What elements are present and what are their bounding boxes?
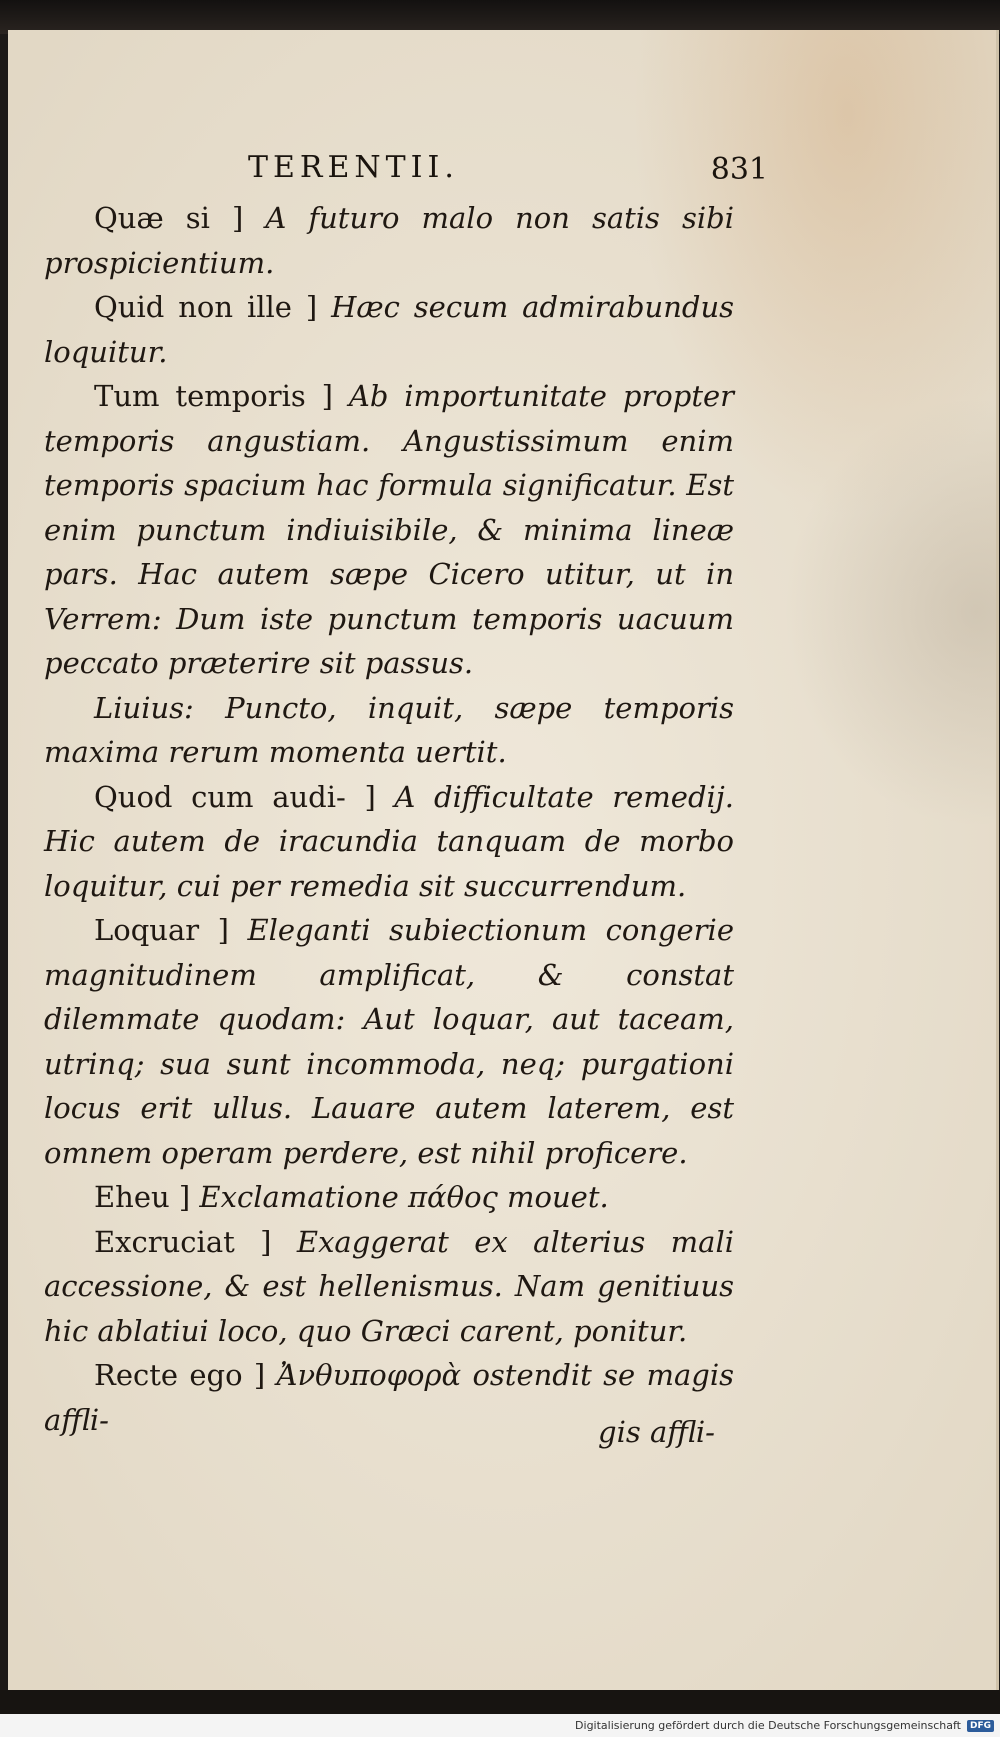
entry-gloss: A futuro malo non satis sibi prospicientium. (44, 201, 734, 280)
dfg-logo: DFG (967, 1720, 994, 1732)
scan-top-edge (0, 0, 1000, 34)
entry-lemma: Recte ego ] (94, 1358, 266, 1392)
entry-gloss: Liuius: Puncto, inquit, sæpe temporis maxima rerum momenta uertit. (44, 690, 734, 769)
commentary-entry (44, 374, 734, 686)
entry-gloss: Eleganti subiectionum congerie magnitudinem amplificat, & constat dilemmate quodam: Aut loquar, aut taceam, utrinq; sua sunt incommoda, neq; purgationi locus erit ullus. Lauare autem laterem, est omnem operam perdere, est nihil proficere. (44, 913, 734, 1170)
book-page (8, 30, 999, 1692)
entry-lemma: Eheu ] (94, 1180, 191, 1214)
page-header (248, 150, 768, 190)
running-head: TERENTII. (248, 150, 459, 185)
commentary-entry (44, 908, 734, 1175)
entry-gloss: A difficultate remedij. Hic autem de iracundia tanquam de morbo loquitur, cui per remedia sit succurrendum. (44, 779, 735, 903)
entry-gloss: Ab importunitate propter temporis angustiam. Angustissimum enim temporis spacium hac formula significatur. Est enim punctum indiuisibile, & minima lineæ pars. Hac autem sæpe Cicero utitur, ut in Verrem: Dum iste punctum temporis uacuum peccato præterire sit passus. (44, 379, 734, 680)
entry-lemma: Quid non ille ] (94, 290, 318, 324)
page-number: 831 (710, 152, 768, 187)
entry-lemma: Excruciat ] (94, 1224, 272, 1259)
commentary-entry (44, 775, 734, 909)
commentary-entry (44, 285, 734, 374)
commentary-entry (44, 1220, 734, 1354)
entry-gloss: Exaggerat ex alterius mali accessione, & est hellenismus. Nam genitiuus hic ablatiui loco, quo Græci carent, ponitur. (44, 1224, 734, 1348)
commentary-entry (44, 1175, 734, 1220)
entry-lemma: Loquar ] (94, 913, 229, 947)
entry-gloss: Hæc secum admirabundus loquitur. (44, 290, 735, 369)
commentary-entry (44, 686, 734, 775)
entry-gloss: Exclamatione πάθος mouet. (190, 1180, 609, 1214)
entry-lemma: Tum temporis ] (94, 379, 333, 413)
entry-lemma: Quod cum audi- ] (94, 779, 376, 814)
entry-gloss: Ἀνθυποφορὰ ostendit se magis affli- (44, 1358, 734, 1437)
scan-bottom-edge (0, 1690, 1000, 1714)
commentary-text (44, 196, 734, 1442)
footer-credit: Digitalisierung gefördert durch die Deutsche Forschungsgemeinschaft (575, 1719, 961, 1732)
digitization-footer (0, 1714, 1000, 1737)
entry-lemma: Quæ si ] (94, 201, 244, 235)
commentary-entry (44, 196, 734, 285)
catchword: gis affli- (598, 1415, 715, 1449)
